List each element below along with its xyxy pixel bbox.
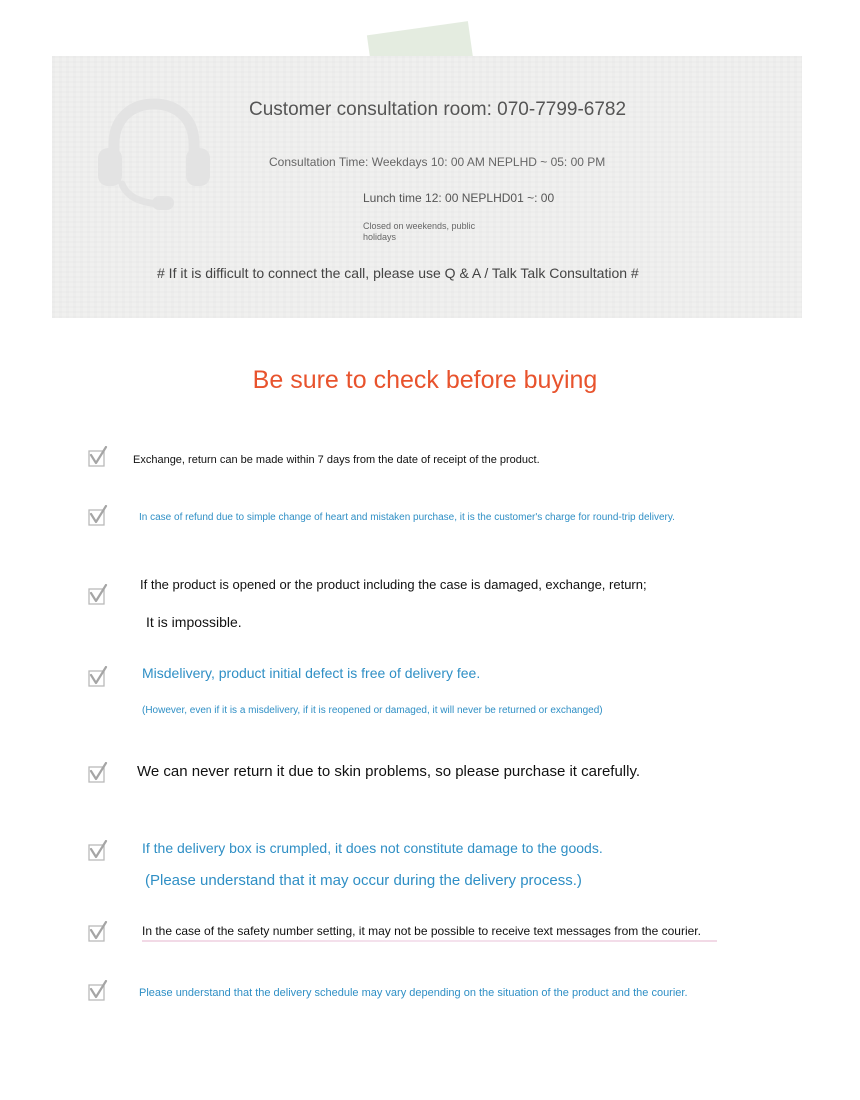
- lunch-time: Lunch time 12: 00 NEPLHD01 ~: 00: [363, 191, 555, 205]
- notice-item-4: Misdelivery, product initial defect is free of delivery fee.: [142, 665, 481, 681]
- notice-item-7: In the case of the safety number setting, it may not be possible to receive text messages from the courier.: [142, 924, 701, 938]
- checkbox-check-icon: [88, 840, 108, 862]
- checkbox-check-icon: [88, 584, 108, 606]
- checkbox-check-icon: [88, 921, 108, 943]
- section-title: Be sure to check before buying: [252, 366, 598, 394]
- notice-item-3: If the product is opened or the product including the case is damaged, exchange, return;: [140, 577, 647, 592]
- notice-item-8: Please understand that the delivery schedule may vary depending on the situation of the product and the courier.: [139, 987, 688, 999]
- notice-item-2: In case of refund due to simple change of heart and mistaken purchase, it is the customer's charge for round-trip delivery.: [139, 512, 675, 523]
- notice-item-6-line2: (Please understand that it may occur during the delivery process.): [145, 872, 582, 889]
- notice-item-6: If the delivery box is crumpled, it does not constitute damage to the goods.: [142, 840, 603, 856]
- notice-item-4-line2: (However, even if it is a misdelivery, if it is reopened or damaged, it will never be returned or exchanged): [142, 705, 603, 716]
- checkbox-check-icon: [88, 446, 108, 468]
- notice-item-5: We can never return it due to skin problems, so please purchase it carefully.: [137, 763, 641, 780]
- checkbox-check-icon: [88, 762, 108, 784]
- checkbox-check-icon: [88, 666, 108, 688]
- checkbox-check-icon: [88, 980, 108, 1002]
- notice-item-1: Exchange, return can be made within 7 days from the date of receipt of the product.: [133, 454, 540, 466]
- connect-note: # If it is difficult to connect the call, please use Q & A / Talk Talk Consultation #: [157, 265, 639, 281]
- decorative-underline: [142, 940, 717, 942]
- notice-item-3-line2: It is impossible.: [146, 614, 242, 630]
- consultation-title: Customer consultation room: 070-7799-6782: [249, 99, 627, 120]
- headset-icon: [96, 96, 212, 214]
- closed-note: Closed on weekends, public holidays: [363, 221, 476, 242]
- consultation-time: Consultation Time: Weekdays 10: 00 AM NEPLHD ~ 05: 00 PM: [269, 155, 606, 169]
- checkbox-check-icon: [88, 505, 108, 527]
